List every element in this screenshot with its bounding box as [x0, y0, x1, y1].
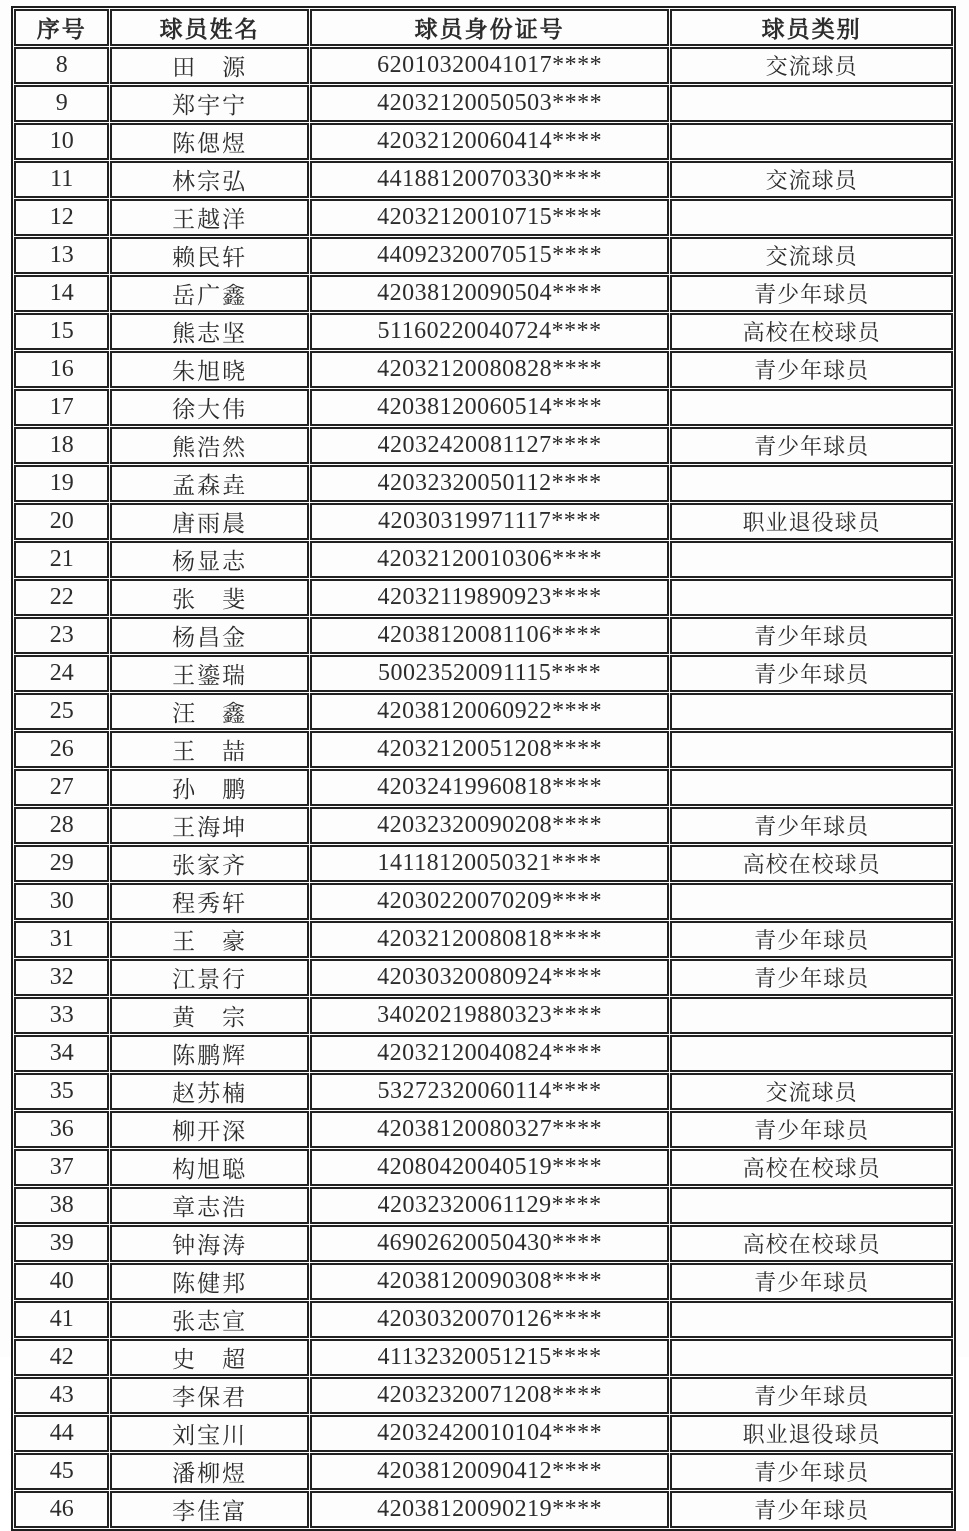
- table-row: [14, 275, 953, 312]
- cell-id-number: 42038120090308****: [310, 1263, 669, 1300]
- table-row: [14, 845, 953, 882]
- table-row: [14, 1415, 953, 1452]
- header-row: [14, 9, 953, 46]
- table-row: [14, 1149, 953, 1186]
- cell-serial-number: 13: [14, 237, 109, 274]
- cell-player-name: 汪 鑫: [110, 693, 308, 730]
- cell-id-number: 42032120051208****: [310, 731, 669, 768]
- table-row: [14, 1187, 953, 1224]
- cell-serial-number: 39: [14, 1225, 109, 1262]
- cell-id-number: 42032320050112****: [310, 465, 669, 502]
- table-row: [14, 1339, 953, 1376]
- cell-player-name: 张家齐: [110, 845, 308, 882]
- table-row: [14, 541, 953, 578]
- cell-serial-number: 46: [14, 1491, 109, 1528]
- table-row: [14, 313, 953, 350]
- header-serial-number: 序号: [14, 9, 109, 46]
- cell-player-category: [670, 693, 953, 730]
- cell-player-category: 青少年球员: [670, 1377, 953, 1414]
- cell-serial-number: 21: [14, 541, 109, 578]
- cell-player-category: [670, 85, 953, 122]
- cell-player-name: 程秀轩: [110, 883, 308, 920]
- cell-player-name: 王海坤: [110, 807, 308, 844]
- table-row: [14, 161, 953, 198]
- cell-id-number: 46902620050430****: [310, 1225, 669, 1262]
- cell-id-number: 42032120050503****: [310, 85, 669, 122]
- table-row: [14, 883, 953, 920]
- cell-serial-number: 40: [14, 1263, 109, 1300]
- cell-id-number: 42038120060922****: [310, 693, 669, 730]
- cell-player-name: 赖民轩: [110, 237, 308, 274]
- cell-player-name: 张 斐: [110, 579, 308, 616]
- cell-player-category: 交流球员: [670, 161, 953, 198]
- cell-serial-number: 25: [14, 693, 109, 730]
- table-row: [14, 1301, 953, 1338]
- table-row: [14, 427, 953, 464]
- cell-player-name: 林宗弘: [110, 161, 308, 198]
- cell-player-category: [670, 1035, 953, 1072]
- table-row: [14, 997, 953, 1034]
- cell-player-category: 青少年球员: [670, 959, 953, 996]
- cell-player-name: 杨昌金: [110, 617, 308, 654]
- table-row: [14, 1263, 953, 1300]
- cell-id-number: 44188120070330****: [310, 161, 669, 198]
- cell-id-number: 42038120090412****: [310, 1453, 669, 1490]
- header-player-name: 球员姓名: [110, 9, 308, 46]
- cell-id-number: 42032320061129****: [310, 1187, 669, 1224]
- cell-serial-number: 31: [14, 921, 109, 958]
- cell-id-number: 42038120060514****: [310, 389, 669, 426]
- cell-player-name: 李保君: [110, 1377, 308, 1414]
- cell-player-category: 青少年球员: [670, 1263, 953, 1300]
- cell-player-category: 高校在校球员: [670, 845, 953, 882]
- table-row: [14, 1377, 953, 1414]
- cell-serial-number: 27: [14, 769, 109, 806]
- cell-id-number: 42030220070209****: [310, 883, 669, 920]
- cell-player-name: 黄 宗: [110, 997, 308, 1034]
- cell-serial-number: 16: [14, 351, 109, 388]
- cell-player-category: 青少年球员: [670, 1111, 953, 1148]
- cell-player-category: 交流球员: [670, 47, 953, 84]
- cell-player-name: 田 源: [110, 47, 308, 84]
- cell-id-number: 53272320060114****: [310, 1073, 669, 1110]
- cell-player-category: 高校在校球员: [670, 1225, 953, 1262]
- table-row: [14, 1035, 953, 1072]
- cell-serial-number: 17: [14, 389, 109, 426]
- cell-player-name: 熊浩然: [110, 427, 308, 464]
- cell-id-number: 44092320070515****: [310, 237, 669, 274]
- cell-id-number: 42030319971117****: [310, 503, 669, 540]
- cell-player-category: 青少年球员: [670, 351, 953, 388]
- table-row: [14, 655, 953, 692]
- cell-player-category: [670, 389, 953, 426]
- cell-player-category: 职业退役球员: [670, 503, 953, 540]
- cell-player-category: [670, 883, 953, 920]
- table-row: [14, 617, 953, 654]
- table-row: [14, 693, 953, 730]
- header-id-number: 球员身份证号: [310, 9, 669, 46]
- cell-serial-number: 36: [14, 1111, 109, 1148]
- table-row: [14, 921, 953, 958]
- cell-player-category: 青少年球员: [670, 921, 953, 958]
- cell-id-number: 42032120060414****: [310, 123, 669, 160]
- cell-player-category: [670, 731, 953, 768]
- cell-player-category: 交流球员: [670, 237, 953, 274]
- cell-player-name: 朱旭晓: [110, 351, 308, 388]
- table-row: [14, 959, 953, 996]
- table-row: [14, 123, 953, 160]
- cell-player-name: 江景行: [110, 959, 308, 996]
- cell-serial-number: 9: [14, 85, 109, 122]
- header-player-category: 球员类别: [670, 9, 953, 46]
- cell-id-number: 42032120040824****: [310, 1035, 669, 1072]
- cell-player-category: [670, 465, 953, 502]
- cell-player-category: [670, 579, 953, 616]
- cell-id-number: 42032419960818****: [310, 769, 669, 806]
- cell-player-name: 柳开深: [110, 1111, 308, 1148]
- cell-player-name: 孟森垚: [110, 465, 308, 502]
- cell-player-name: 潘柳煜: [110, 1453, 308, 1490]
- cell-serial-number: 41: [14, 1301, 109, 1338]
- cell-id-number: 42080420040519****: [310, 1149, 669, 1186]
- cell-player-category: 高校在校球员: [670, 313, 953, 350]
- cell-player-category: [670, 1187, 953, 1224]
- table-row: [14, 1225, 953, 1262]
- cell-serial-number: 10: [14, 123, 109, 160]
- cell-player-name: 章志浩: [110, 1187, 308, 1224]
- cell-id-number: 42032120080818****: [310, 921, 669, 958]
- cell-serial-number: 30: [14, 883, 109, 920]
- cell-player-category: [670, 541, 953, 578]
- cell-serial-number: 18: [14, 427, 109, 464]
- cell-player-name: 王越洋: [110, 199, 308, 236]
- table-row: [14, 769, 953, 806]
- cell-serial-number: 37: [14, 1149, 109, 1186]
- cell-id-number: 42030320070126****: [310, 1301, 669, 1338]
- cell-player-name: 熊志坚: [110, 313, 308, 350]
- table-row: [14, 389, 953, 426]
- table-row: [14, 503, 953, 540]
- cell-serial-number: 23: [14, 617, 109, 654]
- cell-serial-number: 28: [14, 807, 109, 844]
- cell-serial-number: 35: [14, 1073, 109, 1110]
- cell-player-name: 王 豪: [110, 921, 308, 958]
- cell-serial-number: 33: [14, 997, 109, 1034]
- cell-id-number: 62010320041017****: [310, 47, 669, 84]
- cell-player-name: 王鎏瑞: [110, 655, 308, 692]
- table-row: [14, 731, 953, 768]
- cell-serial-number: 20: [14, 503, 109, 540]
- cell-player-name: 刘宝川: [110, 1415, 308, 1452]
- cell-id-number: 42032420081127****: [310, 427, 669, 464]
- cell-id-number: 42038120090504****: [310, 275, 669, 312]
- cell-player-category: 高校在校球员: [670, 1149, 953, 1186]
- cell-player-category: [670, 123, 953, 160]
- table-row: [14, 199, 953, 236]
- cell-player-name: 张志宣: [110, 1301, 308, 1338]
- cell-player-category: [670, 199, 953, 236]
- cell-id-number: 42032120010715****: [310, 199, 669, 236]
- cell-serial-number: 42: [14, 1339, 109, 1376]
- cell-player-name: 孙 鹏: [110, 769, 308, 806]
- cell-serial-number: 12: [14, 199, 109, 236]
- table-row: [14, 465, 953, 502]
- cell-serial-number: 22: [14, 579, 109, 616]
- player-table-body: [14, 47, 953, 1528]
- cell-player-name: 岳广鑫: [110, 275, 308, 312]
- table-row: [14, 47, 953, 84]
- cell-id-number: 42032320090208****: [310, 807, 669, 844]
- cell-id-number: 41132320051215****: [310, 1339, 669, 1376]
- cell-id-number: 14118120050321****: [310, 845, 669, 882]
- cell-id-number: 42032119890923****: [310, 579, 669, 616]
- cell-id-number: 34020219880323****: [310, 997, 669, 1034]
- cell-serial-number: 34: [14, 1035, 109, 1072]
- cell-serial-number: 14: [14, 275, 109, 312]
- table-row: [14, 1111, 953, 1148]
- cell-player-name: 陈偲煜: [110, 123, 308, 160]
- cell-player-name: 郑宇宁: [110, 85, 308, 122]
- cell-player-name: 唐雨晨: [110, 503, 308, 540]
- cell-player-category: 青少年球员: [670, 807, 953, 844]
- cell-player-category: 青少年球员: [670, 655, 953, 692]
- cell-id-number: 42032120080828****: [310, 351, 669, 388]
- cell-serial-number: 45: [14, 1453, 109, 1490]
- cell-player-name: 杨显志: [110, 541, 308, 578]
- table-row: [14, 1453, 953, 1490]
- cell-id-number: 50023520091115****: [310, 655, 669, 692]
- table-row: [14, 1073, 953, 1110]
- cell-id-number: 51160220040724****: [310, 313, 669, 350]
- cell-player-category: [670, 1301, 953, 1338]
- cell-serial-number: 43: [14, 1377, 109, 1414]
- table-row: [14, 1491, 953, 1528]
- cell-player-category: 青少年球员: [670, 1491, 953, 1528]
- cell-player-category: [670, 769, 953, 806]
- table-row: [14, 237, 953, 274]
- cell-player-category: 青少年球员: [670, 275, 953, 312]
- cell-player-category: 青少年球员: [670, 1453, 953, 1490]
- table-row: [14, 807, 953, 844]
- cell-serial-number: 38: [14, 1187, 109, 1224]
- cell-serial-number: 32: [14, 959, 109, 996]
- cell-player-category: [670, 1339, 953, 1376]
- cell-serial-number: 8: [14, 47, 109, 84]
- cell-player-category: 青少年球员: [670, 617, 953, 654]
- cell-id-number: 42038120081106****: [310, 617, 669, 654]
- table-row: [14, 85, 953, 122]
- cell-serial-number: 44: [14, 1415, 109, 1452]
- cell-serial-number: 26: [14, 731, 109, 768]
- cell-player-name: 陈健邦: [110, 1263, 308, 1300]
- cell-serial-number: 24: [14, 655, 109, 692]
- cell-player-name: 徐大伟: [110, 389, 308, 426]
- cell-id-number: 42032320071208****: [310, 1377, 669, 1414]
- cell-player-name: 钟海涛: [110, 1225, 308, 1262]
- cell-player-name: 王 喆: [110, 731, 308, 768]
- cell-player-category: 职业退役球员: [670, 1415, 953, 1452]
- cell-serial-number: 19: [14, 465, 109, 502]
- table-row: [14, 351, 953, 388]
- cell-id-number: 42030320080924****: [310, 959, 669, 996]
- cell-player-category: 青少年球员: [670, 427, 953, 464]
- table-row: [14, 579, 953, 616]
- cell-serial-number: 11: [14, 161, 109, 198]
- cell-player-category: 交流球员: [670, 1073, 953, 1110]
- cell-serial-number: 15: [14, 313, 109, 350]
- cell-id-number: 42038120080327****: [310, 1111, 669, 1148]
- cell-player-name: 史 超: [110, 1339, 308, 1376]
- player-roster-table: [11, 6, 956, 1531]
- cell-id-number: 42032420010104****: [310, 1415, 669, 1452]
- cell-id-number: 42038120090219****: [310, 1491, 669, 1528]
- cell-player-category: [670, 997, 953, 1034]
- cell-player-name: 陈鹏辉: [110, 1035, 308, 1072]
- cell-player-name: 李佳富: [110, 1491, 308, 1528]
- cell-player-name: 赵苏楠: [110, 1073, 308, 1110]
- cell-serial-number: 29: [14, 845, 109, 882]
- cell-id-number: 42032120010306****: [310, 541, 669, 578]
- cell-player-name: 构旭聪: [110, 1149, 308, 1186]
